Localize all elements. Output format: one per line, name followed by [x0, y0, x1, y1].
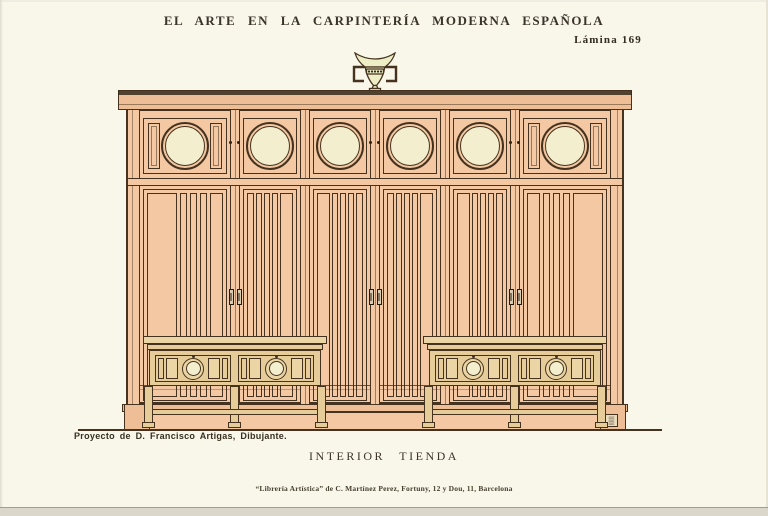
bench-stretcher	[432, 409, 598, 415]
frieze-panel-frame	[243, 118, 297, 174]
knob-icon	[509, 141, 512, 144]
plate-number: Lámina 169	[574, 34, 642, 46]
door-handle-icon	[369, 289, 374, 305]
door-handles	[504, 289, 526, 307]
apron-strip	[585, 358, 591, 379]
frieze-panel	[140, 114, 230, 178]
knob-icon	[377, 141, 380, 144]
scan-edge	[0, 0, 768, 2]
door-flute	[396, 193, 402, 397]
monogram-stamp: ▒	[605, 414, 618, 427]
door-handle-icon	[229, 289, 234, 305]
bench-foot	[228, 422, 241, 428]
door-handle-icon	[517, 289, 522, 305]
frieze-circle-medallion	[456, 122, 504, 170]
apron-cell	[488, 358, 500, 379]
scan-edge	[0, 507, 768, 516]
door-flute	[348, 193, 354, 397]
bench-foot	[315, 422, 328, 428]
counter-bench	[143, 336, 327, 428]
frieze-panel-frame	[383, 118, 437, 174]
door-handle-icon	[509, 289, 514, 305]
plate-caption: INTERIOR TIENDA	[309, 449, 459, 463]
frieze-side-strip	[148, 123, 160, 169]
frieze-side-strip	[590, 123, 602, 169]
bench-apron-panel	[155, 355, 231, 382]
frieze-circle-medallion	[316, 122, 364, 170]
bench-stretcher	[152, 409, 318, 415]
apron-cell	[529, 358, 541, 379]
apron-cell	[166, 358, 178, 379]
apron-cell	[446, 358, 458, 379]
apron-medallion-area	[543, 358, 569, 379]
apron-cell	[571, 358, 583, 379]
frieze-panel	[520, 114, 610, 178]
designer-credit: Proyecto de D. Francisco Artigas, Dibujante.	[74, 431, 287, 441]
apron-cell	[291, 358, 303, 379]
frieze-knobs	[229, 141, 241, 145]
apron-strip	[305, 358, 311, 379]
door-handles	[364, 289, 386, 307]
frieze-panel	[450, 114, 510, 178]
bench-foot	[595, 422, 608, 428]
scan-edge	[0, 0, 3, 507]
bench-circle-medallion	[265, 358, 287, 380]
apron-cell	[208, 358, 220, 379]
bench-apron	[429, 350, 601, 386]
apron-medallion-area	[263, 358, 289, 379]
plate-title: EL ARTE EN LA CARPINTERÍA MODERNA ESPAÑOLA	[163, 13, 605, 28]
outer-stile	[610, 110, 622, 404]
bench-circle-medallion	[182, 358, 204, 380]
apron-strip	[222, 358, 228, 379]
apron-medallion-area	[460, 358, 486, 379]
urn-finial-icon	[347, 52, 403, 92]
frieze-panel	[380, 114, 440, 178]
apron-medallion-area	[180, 358, 206, 379]
frieze-circle-medallion	[386, 122, 434, 170]
knob-icon	[517, 141, 520, 144]
bench-apron-panel	[518, 355, 594, 382]
door-flute	[412, 193, 418, 397]
door-flute	[340, 193, 346, 397]
knob-icon	[237, 141, 240, 144]
outer-stile	[128, 110, 140, 404]
knob-icon	[229, 141, 232, 144]
frieze-circle-medallion	[161, 122, 209, 170]
frieze-side-strip	[210, 123, 222, 169]
frieze-knobs	[369, 141, 381, 145]
frieze-knobs	[509, 141, 521, 145]
door-panel	[356, 193, 363, 397]
bench-circle-medallion	[462, 358, 484, 380]
divider-stile	[370, 110, 380, 404]
bench-top	[143, 336, 327, 344]
counter-bench	[423, 336, 607, 428]
publisher-imprint: “Librería Artística” de C. Martínez Perez, Fortuny, 12 y Dou, 11, Barcelona	[255, 484, 513, 493]
door-handles	[224, 289, 246, 307]
door-handle-icon	[237, 289, 242, 305]
apron-strip	[158, 358, 164, 379]
apron-strip	[438, 358, 444, 379]
frieze-panel-frame	[453, 118, 507, 174]
cabinet-cornice	[118, 90, 632, 110]
apron-cell	[249, 358, 261, 379]
frieze-panel	[310, 114, 370, 178]
frieze-panel-frame	[523, 118, 607, 174]
mid-rail	[128, 178, 622, 186]
knob-icon	[369, 141, 372, 144]
bench-apron-panel	[435, 355, 511, 382]
frieze-side-strip	[528, 123, 540, 169]
door-flute	[404, 193, 410, 397]
bench-circle-medallion	[545, 358, 567, 380]
apron-strip	[521, 358, 527, 379]
frieze-panel	[240, 114, 300, 178]
frieze-circle-medallion	[541, 122, 589, 170]
bench-top	[423, 336, 607, 344]
apron-strip	[502, 358, 508, 379]
frieze-panel-frame	[143, 118, 227, 174]
bench-apron-panel	[238, 355, 314, 382]
bench-foot	[142, 422, 155, 428]
frieze-panel-frame	[313, 118, 367, 174]
door-panel	[387, 193, 394, 397]
apron-strip	[241, 358, 247, 379]
frieze-circle-medallion	[246, 122, 294, 170]
bench-apron	[149, 350, 321, 386]
door-flute	[332, 193, 338, 397]
bench-foot	[508, 422, 521, 428]
bench-foot	[422, 422, 435, 428]
door-handle-icon	[377, 289, 382, 305]
